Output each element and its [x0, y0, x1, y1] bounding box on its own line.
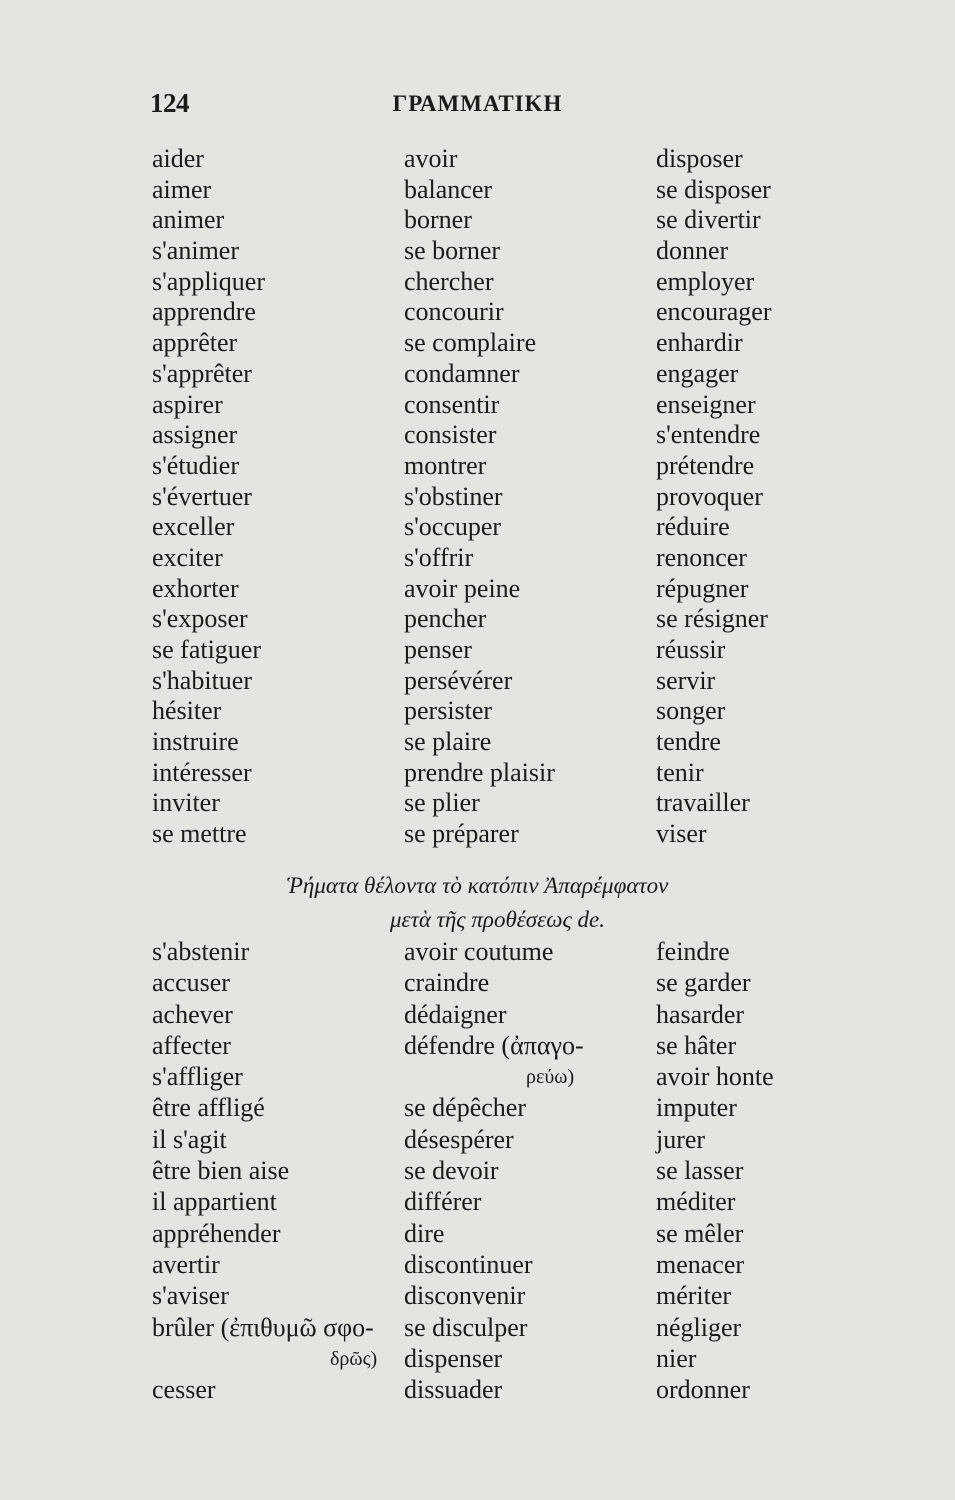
verb-list-1	[0, 144, 955, 850]
word-row	[0, 666, 955, 697]
verb-entry: il appartient	[152, 1187, 277, 1217]
word-row	[0, 512, 955, 543]
page-number: 124	[150, 88, 189, 118]
word-row	[0, 420, 955, 451]
verb-entry: se résigner	[656, 604, 768, 634]
verb-entry: songer	[656, 696, 726, 726]
word-row	[0, 1031, 955, 1062]
verb-entry: s'occuper	[404, 512, 502, 542]
verb-entry: être bien aise	[152, 1156, 290, 1186]
verb-entry: intéresser	[152, 757, 252, 787]
verb-entry: se préparer	[404, 819, 519, 849]
verb-entry: avoir	[404, 144, 458, 173]
verb-entry: aimer	[152, 174, 212, 204]
verb-entry: enhardir	[656, 328, 743, 358]
verb-entry: ordonner	[656, 1375, 750, 1405]
verb-entry: se divertir	[656, 205, 761, 235]
verb-entry: concourir	[404, 297, 504, 327]
verb-entry: être affligé	[152, 1093, 265, 1123]
verb-entry: achever	[152, 999, 233, 1029]
verb-entry: s'habituer	[152, 665, 252, 695]
verb-entry: balancer	[404, 174, 493, 204]
verb-entry: disposer	[656, 144, 743, 173]
verb-entry: aspirer	[152, 389, 223, 419]
section-heading-line-2: μετὰ τῆς προθέσεως de.	[390, 907, 605, 932]
verb-entry: consister	[404, 420, 497, 450]
word-row	[0, 543, 955, 574]
word-row	[0, 696, 955, 727]
word-row	[0, 1125, 955, 1156]
verb-entry: se devoir	[404, 1156, 499, 1186]
verb-entry: montrer	[404, 450, 487, 480]
verb-entry: feindre	[656, 937, 730, 966]
verb-entry: avoir honte	[656, 1062, 774, 1092]
verb-entry: s'offrir	[404, 542, 474, 572]
word-row	[0, 788, 955, 819]
verb-entry: craindre	[404, 968, 490, 998]
verb-entry: exciter	[152, 542, 223, 572]
verb-entry: inviter	[152, 788, 220, 818]
verb-entry: tendre	[656, 727, 721, 757]
verb-entry: renoncer	[656, 542, 747, 572]
verb-entry: donner	[656, 236, 729, 266]
verb-entry: avertir	[152, 1249, 220, 1279]
verb-entry: engager	[656, 358, 739, 388]
verb-entry: se disposer	[656, 174, 771, 204]
word-row	[0, 1000, 955, 1031]
section-heading	[0, 869, 955, 937]
verb-entry: réussir	[656, 635, 726, 664]
verb-entry: employer	[656, 266, 755, 296]
verb-entry: se borner	[404, 236, 501, 266]
verb-entry: dispenser	[404, 1343, 503, 1373]
word-row	[0, 1313, 955, 1344]
running-head: ΓΡΑΜΜΑΤΙΚΗ	[392, 91, 563, 116]
word-row	[0, 1375, 955, 1406]
verb-entry: se hâter	[656, 1030, 737, 1060]
verb-entry: se mettre	[152, 819, 247, 849]
verb-entry: se plaire	[404, 727, 492, 757]
verb-entry: tenir	[656, 757, 704, 787]
word-row	[0, 968, 955, 999]
verb-entry: brûler (ἐπιθυμῶ σφο-	[152, 1312, 374, 1342]
word-row	[0, 1156, 955, 1187]
verb-entry: nier	[656, 1343, 697, 1373]
verb-entry: se disculper	[404, 1312, 528, 1342]
word-row	[0, 297, 955, 328]
verb-entry: disconvenir	[404, 1281, 526, 1311]
word-row	[0, 727, 955, 758]
verb-entry: négliger	[656, 1312, 742, 1342]
word-row	[0, 1219, 955, 1250]
verb-entry: exceller	[152, 512, 235, 542]
verb-entry: ρεύω)	[526, 1066, 575, 1089]
verb-entry: accuser	[152, 968, 230, 998]
verb-entry: travailler	[656, 788, 750, 818]
word-row	[0, 1187, 955, 1218]
word-row	[0, 267, 955, 298]
word-row	[0, 175, 955, 206]
verb-entry: s'évertuer	[152, 481, 252, 511]
verb-entry: persévérer	[404, 665, 513, 695]
verb-entry: provoquer	[656, 481, 763, 511]
word-row	[0, 205, 955, 236]
verb-entry: s'animer	[152, 236, 239, 266]
verb-entry: animer	[152, 205, 225, 235]
verb-entry: exhorter	[152, 573, 239, 603]
verb-entry: jurer	[656, 1124, 706, 1154]
verb-entry: se dépêcher	[404, 1093, 526, 1123]
verb-entry: prendre plaisir	[404, 757, 555, 787]
verb-entry: δρῶς)	[330, 1347, 378, 1370]
verb-entry: affecter	[152, 1030, 231, 1060]
verb-entry: menacer	[656, 1249, 745, 1279]
verb-entry: prétendre	[656, 450, 755, 480]
verb-entry: réduire	[656, 512, 730, 542]
verb-entry: apprêter	[152, 328, 238, 358]
word-row	[0, 819, 955, 850]
verb-entry: hasarder	[656, 999, 745, 1029]
verb-entry: se plier	[404, 788, 480, 818]
verb-entry: appréhender	[152, 1218, 281, 1248]
verb-entry: s'abstenir	[152, 937, 250, 966]
verb-entry: cesser	[152, 1375, 216, 1405]
verb-entry: méditer	[656, 1187, 736, 1217]
verb-entry: imputer	[656, 1093, 737, 1123]
verb-entry: se complaire	[404, 328, 537, 358]
verb-entry: se garder	[656, 968, 751, 998]
verb-entry: consentir	[404, 389, 500, 419]
word-row	[0, 604, 955, 635]
verb-entry: persister	[404, 696, 493, 726]
word-row	[0, 758, 955, 789]
verb-entry: viser	[656, 819, 707, 849]
verb-entry: défendre (ἀπαγο-	[404, 1030, 584, 1060]
verb-entry: se fatiguer	[152, 635, 262, 664]
verb-entry: pencher	[404, 604, 487, 634]
verb-entry: s'obstiner	[404, 481, 503, 511]
verb-entry: dire	[404, 1218, 445, 1248]
word-row	[0, 328, 955, 359]
verb-entry: avoir peine	[404, 573, 521, 603]
verb-entry: dédaigner	[404, 999, 507, 1029]
word-row	[0, 635, 955, 666]
verb-list-2	[0, 937, 955, 1406]
verb-entry: hésiter	[152, 696, 222, 726]
word-row	[0, 574, 955, 605]
verb-entry: mériter	[656, 1281, 732, 1311]
verb-entry: se mêler	[656, 1218, 744, 1248]
verb-entry: servir	[656, 665, 716, 695]
word-row	[0, 937, 955, 968]
word-row	[0, 144, 955, 175]
verb-entry: désespérer	[404, 1124, 514, 1154]
word-row	[0, 1093, 955, 1124]
verb-entry: encourager	[656, 297, 772, 327]
word-row	[0, 1062, 955, 1093]
word-row	[0, 1344, 955, 1375]
verb-entry: chercher	[404, 266, 494, 296]
word-row	[0, 482, 955, 513]
verb-entry: se lasser	[656, 1156, 744, 1186]
verb-entry: s'étudier	[152, 450, 239, 480]
verb-entry: apprendre	[152, 297, 256, 327]
verb-entry: s'aviser	[152, 1281, 229, 1311]
verb-entry: s'appliquer	[152, 266, 265, 296]
verb-entry: penser	[404, 635, 472, 664]
verb-entry: discontinuer	[404, 1249, 533, 1279]
verb-entry: assigner	[152, 420, 238, 450]
verb-entry: borner	[404, 205, 472, 235]
word-row	[0, 1250, 955, 1281]
word-row	[0, 359, 955, 390]
verb-entry: il s'agit	[152, 1124, 227, 1154]
verb-entry: enseigner	[656, 389, 756, 419]
section-heading-line-1: Ῥήματα θέλοντα τὸ κατόπιν Ἀπαρέμφατον	[286, 873, 669, 898]
word-row	[0, 236, 955, 267]
verb-entry: répugner	[656, 573, 749, 603]
verb-entry: condamner	[404, 358, 520, 388]
word-row	[0, 451, 955, 482]
word-row	[0, 390, 955, 421]
verb-entry: s'entendre	[656, 420, 761, 450]
verb-entry: aider	[152, 144, 204, 173]
verb-entry: s'exposer	[152, 604, 248, 634]
verb-entry: s'apprêter	[152, 358, 252, 388]
verb-entry: différer	[404, 1187, 482, 1217]
verb-entry: instruire	[152, 727, 239, 757]
verb-entry: avoir coutume	[404, 937, 554, 966]
verb-entry: s'affliger	[152, 1062, 243, 1092]
word-row	[0, 1281, 955, 1312]
verb-entry: dissuader	[404, 1375, 503, 1405]
